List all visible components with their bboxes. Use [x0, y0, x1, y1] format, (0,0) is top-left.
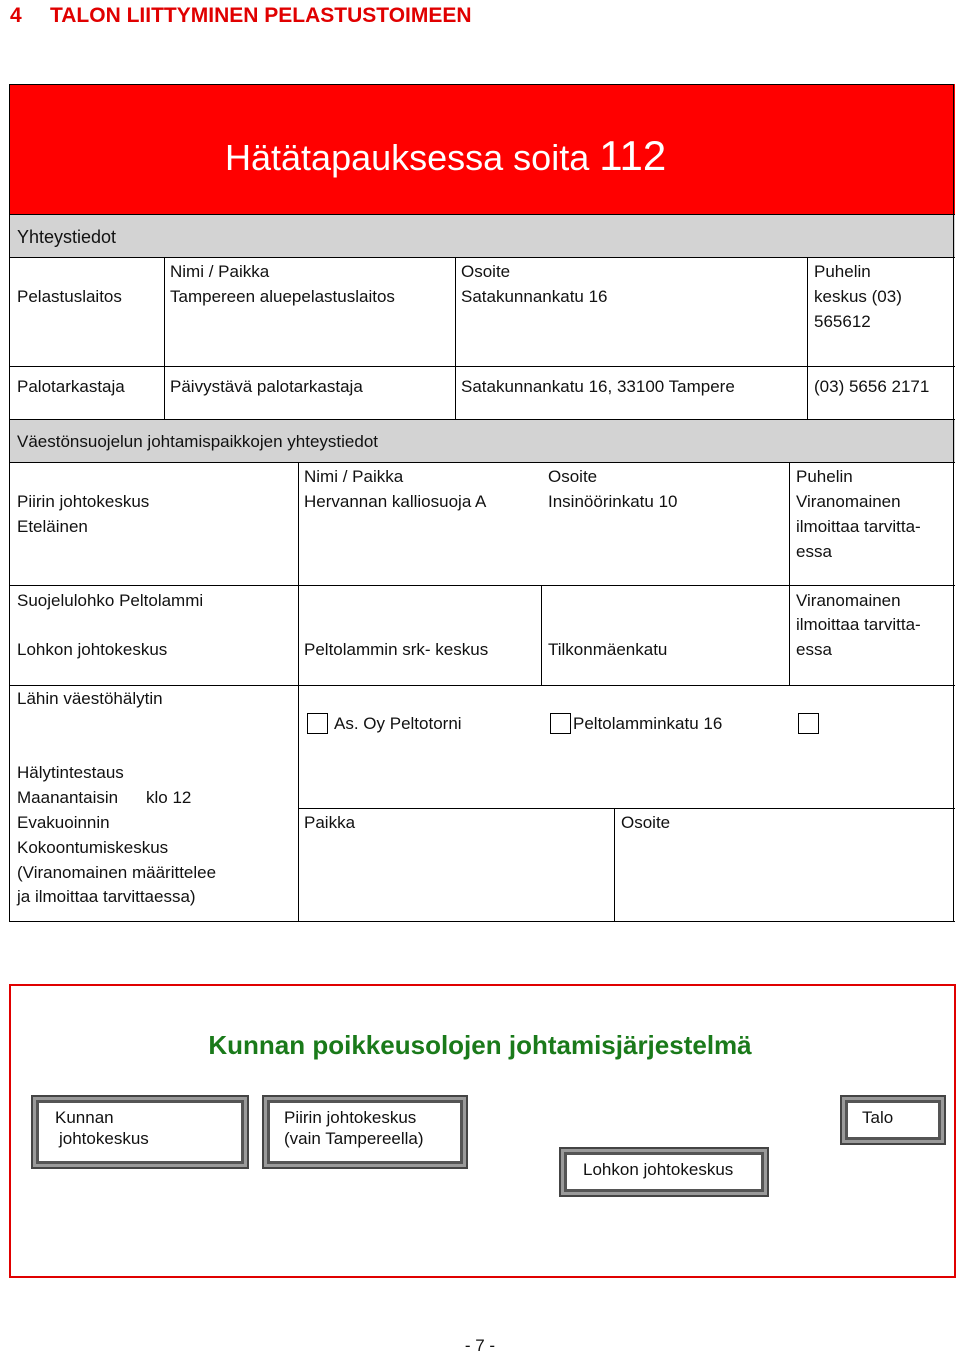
block-command-box	[564, 1152, 764, 1192]
rule	[9, 585, 955, 586]
block-box-label: Lohkon johtokeskus	[583, 1160, 734, 1179]
rule	[164, 257, 165, 419]
siren-name: As. Oy Peltotorni	[334, 714, 462, 733]
rule	[541, 585, 542, 685]
district-phone-line3: essa	[796, 542, 832, 561]
district-box-line1: Piirin johtokeskus	[284, 1108, 417, 1127]
rule	[9, 214, 955, 215]
rule	[9, 921, 955, 922]
siren-phone-checkbox[interactable]	[798, 713, 819, 734]
contacts-header-name: Nimi / Paikka	[170, 262, 270, 281]
rule	[614, 808, 615, 921]
section-number: 4	[10, 4, 22, 27]
house-box	[845, 1100, 941, 1140]
siren-label: Lähin väestöhälytin	[17, 689, 163, 708]
district-address: Insinöörinkatu 10	[548, 492, 678, 511]
siren-name-checkbox[interactable]	[307, 713, 328, 734]
evac-label-line3: (Viranomainen määrittelee	[17, 863, 217, 882]
cd-header-name: Nimi / Paikka	[304, 467, 404, 486]
evac-label-line2: Kokoontumiskeskus	[17, 838, 169, 857]
rule	[9, 366, 955, 367]
test-time: klo 12	[146, 788, 192, 807]
municipal-command-box	[36, 1100, 244, 1164]
emergency-text: Hätätapauksessa soita	[225, 137, 600, 178]
org-chart-title: Kunnan poikkeusolojen johtamisjärjestelmä	[208, 1030, 752, 1060]
district-label-line1: Piirin johtokeskus	[17, 492, 150, 511]
contacts-header-address: Osoite	[461, 262, 511, 281]
siren-address: Peltolamminkatu 16	[573, 714, 723, 733]
municipal-line2: johtokeskus	[59, 1129, 149, 1148]
evac-place-label: Paikka	[304, 813, 356, 832]
inspector-name: Päivystävä palotarkastaja	[170, 377, 363, 396]
rule	[298, 462, 299, 921]
block-label-line2: Lohkon johtokeskus	[17, 640, 168, 659]
district-command-box	[267, 1100, 463, 1164]
rescue-address: Satakunnankatu 16	[461, 287, 608, 306]
block-phone-line2: ilmoittaa tarvitta-	[796, 615, 921, 634]
inspector-phone: (03) 5656 2171	[814, 377, 930, 396]
cd-header-phone: Puhelin	[796, 467, 853, 486]
section-title: TALON LIITTYMINEN PELASTUSTOIMEEN	[50, 4, 472, 27]
district-box-line2: (vain Tampereella)	[284, 1129, 424, 1148]
evac-label-line4: ja ilmoittaa tarvittaessa)	[17, 887, 196, 906]
civil-defence-title: Väestönsuojelun johtamispaikkojen yhteystiedot	[17, 432, 379, 451]
test-label-line2: Maanantaisin	[17, 788, 119, 807]
rule	[9, 462, 955, 463]
rescue-name: Tampereen aluepelastuslaitos	[170, 287, 395, 306]
rule	[807, 257, 808, 419]
district-phone-line1: Viranomainen	[796, 492, 901, 511]
siren-address-checkbox[interactable]	[550, 713, 571, 734]
page-number: - 7 -	[464, 1336, 496, 1355]
house-box-label: Talo	[862, 1108, 894, 1127]
emergency-number: 112	[599, 132, 667, 179]
block-phone-line3: essa	[796, 640, 832, 659]
rescue-label: Pelastuslaitos	[17, 287, 122, 306]
municipal-line1: Kunnan	[55, 1108, 114, 1127]
district-label-line2: Eteläinen	[17, 517, 88, 536]
district-name: Hervannan kalliosuoja A	[304, 492, 487, 511]
section-heading	[10, 4, 472, 28]
block-name: Peltolammin srk- keskus	[304, 640, 489, 659]
contacts-header-phone: Puhelin	[814, 262, 871, 281]
cd-header-address: Osoite	[548, 467, 598, 486]
block-label-line1: Suojelulohko Peltolammi	[17, 591, 204, 610]
inspector-address: Satakunnankatu 16, 33100 Tampere	[461, 377, 735, 396]
rescue-phone-line1: keskus (03)	[814, 287, 902, 306]
rule	[9, 257, 955, 258]
block-phone-line1: Viranomainen	[796, 591, 901, 610]
inspector-label: Palotarkastaja	[17, 377, 125, 396]
rule	[789, 462, 790, 685]
rescue-phone-line2: 565612	[814, 312, 871, 331]
rule	[455, 257, 456, 419]
rule	[9, 419, 955, 420]
rule	[298, 808, 955, 809]
contacts-title: Yhteystiedot	[17, 227, 117, 247]
test-label-line1: Hälytintestaus	[17, 763, 124, 782]
district-phone-line2: ilmoittaa tarvitta-	[796, 517, 921, 536]
block-address: Tilkonmäenkatu	[548, 640, 668, 659]
evac-label-line1: Evakuoinnin	[17, 813, 110, 832]
evac-address-label: Osoite	[621, 813, 671, 832]
